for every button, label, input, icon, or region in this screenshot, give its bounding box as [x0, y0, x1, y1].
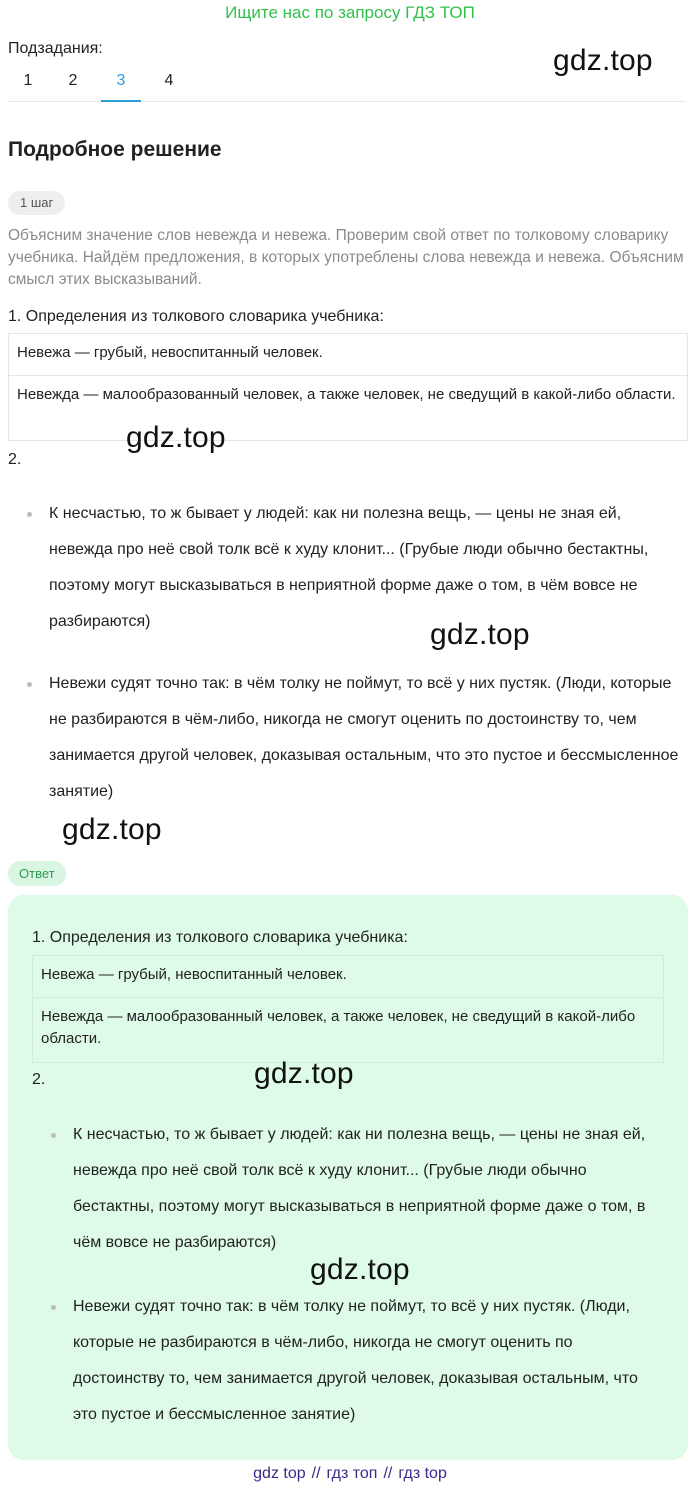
bullet-text: Невежи судят точно так: в чём толку не поймут, то всё у них пустяк. (Люди, которые не разбираются в чём-либо, никогда не смогут оценить по достоинству то, чем занимается другой человек, доказывая остальным, что это пустое и бессмысленное занятие) — [73, 1298, 638, 1423]
footer-links — [0, 1460, 700, 1488]
footer-link[interactable]: gdz top — [253, 1465, 306, 1482]
answer-item-1-title: 1. Определения из толкового словарика учебника: — [32, 929, 408, 946]
solution-item-1-title: 1. Определения из толкового словарика учебника: — [8, 308, 384, 325]
solution-bullet-list — [49, 496, 689, 810]
answer-badge: Ответ — [8, 861, 66, 886]
watermark: gdz.top — [126, 421, 226, 454]
bullet-icon — [27, 682, 32, 687]
definitions-table — [8, 333, 688, 441]
footer-separator: // — [383, 1465, 393, 1482]
definition-row: Невежа — грубый, невоспитанный человек. — [9, 334, 687, 376]
watermark: gdz.top — [310, 1253, 410, 1286]
bullet-text: К несчастью, то ж бывает у людей: как ни полезна вещь, — цены не зная ей, невежда про неё свой толк всё к худу клонит... (Грубые люди обычно бестактны, поэтому могут высказываться в неприятной форме даже о том, в чём вовсе не разбираются) — [73, 1126, 646, 1251]
watermark: gdz.top — [553, 44, 653, 77]
watermark: gdz.top — [430, 618, 530, 651]
explanation-text: Объясним значение слов невежда и невежа. Проверим свой ответ по толковому словарику учебника. Найдём предложения, в которых употреблены слова невежда и невежа. Объясним смысл этих высказываний. — [8, 227, 684, 288]
tab-3[interactable]: 3 — [101, 62, 141, 102]
watermark: gdz.top — [62, 813, 162, 846]
answer-item-2-title: 2. — [32, 1071, 46, 1088]
watermark: gdz.top — [254, 1057, 354, 1090]
section-heading: Подробное решение — [8, 138, 222, 161]
tab-1[interactable]: 1 — [23, 72, 33, 89]
solution-item-2-title: 2. — [8, 451, 22, 468]
bullet-icon — [27, 512, 32, 517]
step-badge: 1 шаг — [8, 191, 65, 215]
definition-row: Невежда — малообразованный человек, а также человек, не сведущий в какой-либо области. — [17, 386, 676, 403]
footer-separator: // — [311, 1465, 321, 1482]
bullet-icon — [51, 1133, 56, 1138]
bullet-text: Невежи судят точно так: в чём толку не поймут, то всё у них пустяк. (Люди, которые не разбираются в чём-либо, никогда не смогут оценить по достоинству то, чем занимается другой человек, доказывая остальным, что это пустое и бессмысленное занятие) — [49, 675, 679, 800]
answer-definitions-table — [32, 955, 664, 1063]
definition-row: Невежда — малообразованный человек, а также человек, не сведущий в какой-либо области. — [41, 1008, 636, 1047]
list-item — [49, 666, 689, 810]
footer-link[interactable]: гдз топ — [326, 1465, 378, 1482]
footer-link[interactable]: гдз top — [398, 1465, 447, 1482]
tab-2[interactable]: 2 — [68, 72, 78, 89]
search-banner: Ищите нас по запросу ГДЗ ТОП — [225, 3, 475, 22]
tab-4[interactable]: 4 — [164, 72, 174, 89]
list-item — [49, 496, 689, 666]
answer-box — [8, 895, 688, 1460]
list-item — [73, 1289, 663, 1433]
definition-row: Невежа — грубый, невоспитанный человек. — [33, 956, 663, 998]
subtasks-label: Подзадания: — [8, 40, 103, 57]
bullet-text: К несчастью, то ж бывает у людей: как ни полезна вещь, — цены не зная ей, невежда про неё свой толк всё к худу клонит... (Грубые люди обычно бестактны, поэтому могут высказываться в неприятной форме даже о том, в чём вовсе не разбираются) — [49, 505, 649, 630]
bullet-icon — [51, 1305, 56, 1310]
